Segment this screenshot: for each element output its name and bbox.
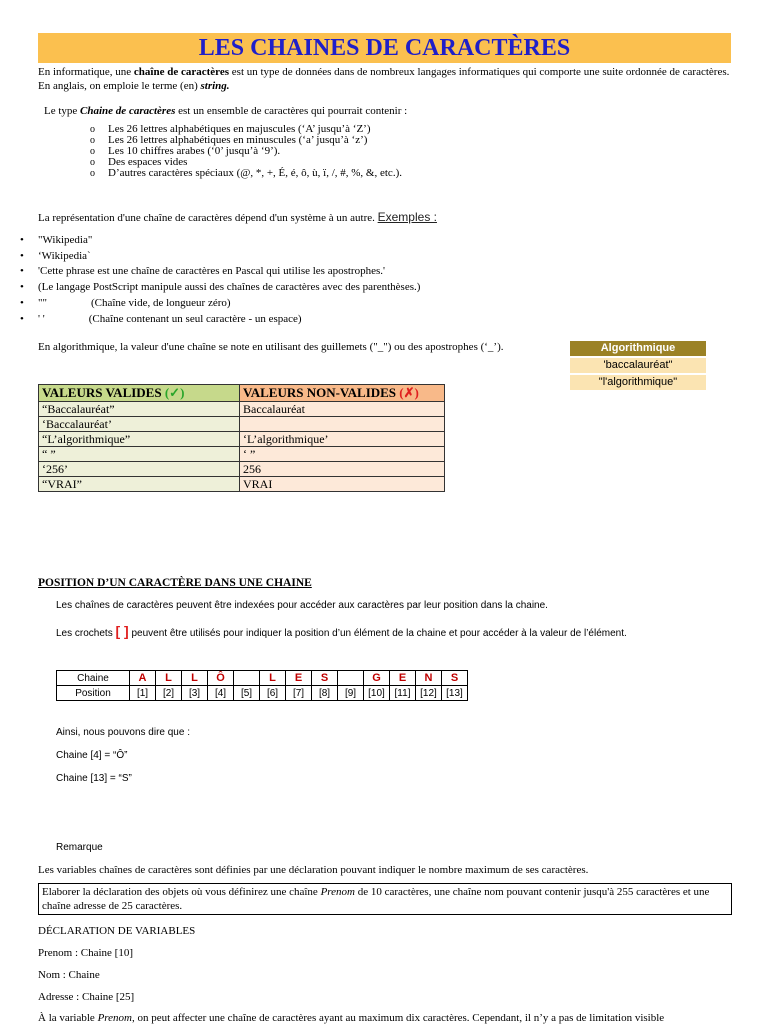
algorithmique-box (570, 341, 706, 392)
cross-icon: (✗) (399, 385, 419, 400)
declaration-header: DÉCLARATION DE VARIABLES (38, 925, 196, 937)
remarque-label: Remarque (56, 842, 103, 853)
table-row: “L’algorithmique” ‘L’algorithmique’ (39, 432, 445, 447)
list-item: o Des espaces vides (90, 157, 402, 168)
list-item: • "" (Chaîne vide, de longueur zéro) (0, 296, 420, 312)
position-line1: Les chaînes de caractères peuvent être indexées pour accéder aux caractères par leur position dans la chaine. (56, 600, 548, 611)
ainsi-text: Ainsi, nous pouvons dire que : (56, 727, 190, 738)
list-item: o Les 26 lettres alphabétiques en majuscules (‘A’ jusqu’à ‘Z’) (90, 124, 402, 135)
position-line2: Les crochets [ ] peuvent être utilisés pour indiquer la position d’un élément de la chaine et pour accéder à la valeur de l’élément. (56, 623, 627, 639)
list-item: • 'Cette phrase est une chaîne de caractères en Pascal qui utilise les apostrophes.' (0, 264, 420, 280)
type-definition: Le type Chaine de caractères est un ensemble de caractères qui pourrait contenir : (44, 105, 408, 117)
intro-paragraph: En informatique, une chaîne de caractères est un type de données dans de nombreux langages informatiques qui comporte une suite ordonnée de caractères. En anglais, on emploie le terme (en) string. (38, 66, 730, 92)
position-table: Chaine A L L Ô L E S G E N S Position [1] [2] [3] [4] [5] [6] [7] [8] [9] [10] [11] [12] [13] (56, 670, 468, 701)
examples-link: Exemples : (377, 210, 437, 224)
examples-list (0, 233, 420, 327)
valid-header: VALEURS VALIDES (✓) (39, 385, 240, 402)
representation-text: La représentation d'une chaîne de caractères dépend d'un système à un autre. Exemples : (38, 210, 437, 224)
check-icon: (✓) (164, 385, 185, 400)
list-item: • "Wikipedia" (0, 233, 420, 249)
algo-cell: 'baccalauréat" (570, 358, 706, 373)
list-item: o D’autres caractères spéciaux (@, *, +, É, é, ô, ù, ï, /, #, %, &, etc.). (90, 168, 402, 179)
declaration-line: Adresse : Chaine [25] (38, 991, 135, 1003)
brackets-glyph: [ ] (115, 623, 129, 639)
contents-list (90, 124, 402, 179)
table-row: ‘256’ 256 (39, 462, 445, 477)
declaration-line: Prenom : Chaine [10] (38, 947, 134, 959)
invalid-header: VALEURS NON-VALIDES (✗) (240, 385, 445, 402)
example-2: Chaine [13] = “S” (56, 773, 132, 784)
algo-header: Algorithmique (570, 341, 706, 356)
exercise-box: Elaborer la déclaration des objets où vous définirez une chaîne Prenom de 10 caractères, une chaîne nom pouvant contenir jusqu'à 255 caractères et une chaîne adresse de 25 caractères. (38, 883, 732, 915)
example-1: Chaine [4] = “Ô” (56, 750, 128, 761)
declaration-line: Nom : Chaine (38, 969, 100, 981)
list-item: o Les 26 lettres alphabétiques en minuscules (‘a’ jusqu’à ‘z’) (90, 135, 402, 146)
table-row: “Baccalauréat” Baccalauréat (39, 402, 445, 417)
last-line: À la variable Prenom, on peut affecter une chaîne de caractères ayant au maximum dix caractères. Cependant, il n’y a pas de limitation visible (38, 1012, 665, 1024)
list-item: • (Le langage PostScript manipule aussi des chaînes de caractères avec des parenthèses.) (0, 280, 420, 296)
algo-cell: "l'algorithmique" (570, 375, 706, 390)
table-row: ‘Baccalauréat’ (39, 417, 445, 432)
section-title: POSITION D’UN CARACTÈRE DANS UNE CHAINE (38, 577, 312, 589)
table-row: “VRAI” VRAI (39, 477, 445, 492)
page-title: LES CHAINES DE CARACTÈRES (38, 33, 731, 63)
algo-sentence: En algorithmique, la valeur d'une chaîne se note en utilisant des guillemets ("_") ou des apostrophes (‘_’). (38, 341, 504, 353)
list-item: o Les 10 chiffres arabes (‘0’ jusqu’à ‘9’). (90, 146, 402, 157)
validity-table (38, 384, 445, 492)
table-row: “ ” ‘ ” (39, 447, 445, 462)
list-item: • ' ' (Chaîne contenant un seul caractère - un espace) (0, 312, 420, 328)
list-item: • ‘Wikipedia` (0, 249, 420, 265)
declaration-text: Les variables chaînes de caractères sont définies par une déclaration pouvant indiquer le nombre maximum de ses caractères. (38, 864, 589, 876)
